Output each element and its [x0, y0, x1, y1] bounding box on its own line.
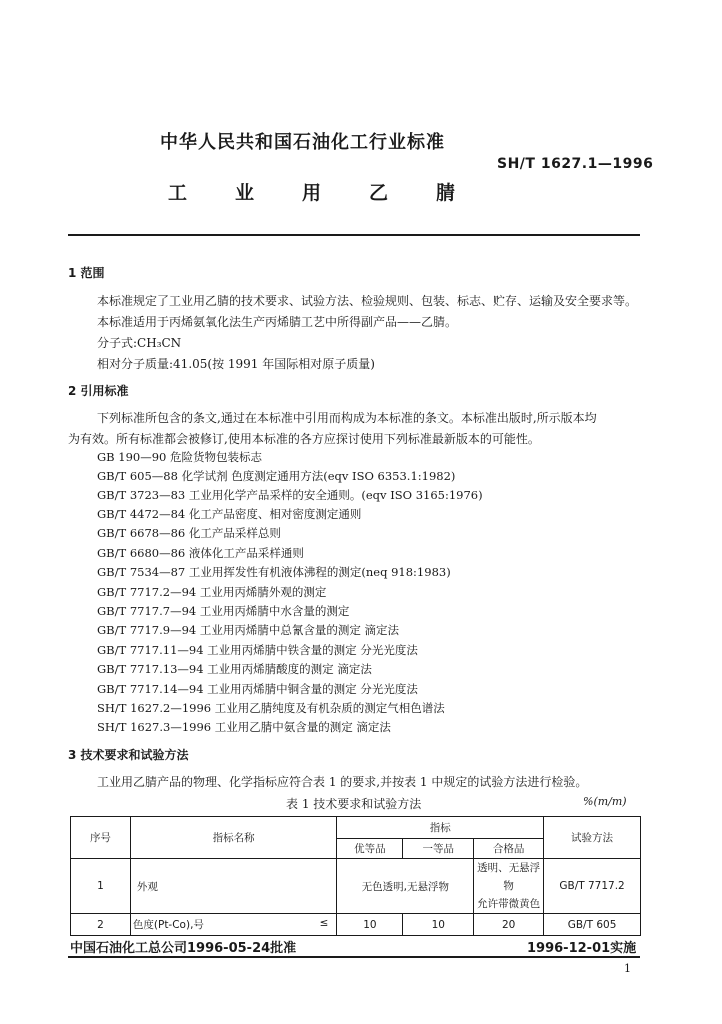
row-superior: 10	[337, 914, 403, 936]
effective-date: 1996-12-01实施	[527, 941, 637, 956]
header-superior: 优等品	[337, 839, 403, 859]
row-no: 1	[71, 859, 131, 914]
header-no: 序号	[71, 817, 131, 859]
reference-item: GB/T 605—88 化学试剂 色度测定通用方法(eqv ISO 6353.1:1982)	[97, 469, 456, 483]
paragraph: 本标准规定了工业用乙腈的技术要求、试验方法、检验规则、包装、标志、贮存、运输及安全要求等。	[97, 294, 638, 308]
section-2-heading: 2 引用标准	[68, 384, 129, 398]
row-item-label: 色度(Pt-Co),号	[132, 919, 204, 931]
reference-item: GB/T 4472—84 化工产品密度、相对密度测定通则	[97, 507, 362, 521]
table-caption: 表 1 技术要求和试验方法	[286, 797, 422, 811]
approval-line: 中国石油化工总公司1996-05-24批准	[70, 941, 297, 956]
row-qualified: 20	[474, 914, 544, 936]
row-first: 10	[403, 914, 474, 936]
table-row	[71, 859, 641, 914]
row-superior-first: 无色透明,无悬浮物	[337, 859, 474, 914]
molecular-formula: 分子式:CH₃CN	[97, 336, 182, 350]
paragraph: 为有效。所有标准都会被修订,使用本标准的各方应探讨使用下列标准最新版本的可能性。	[68, 432, 540, 446]
table-row	[71, 914, 641, 936]
document-title: 工业用乙腈	[168, 182, 504, 204]
molecular-mass: 相对分子质量:41.05(按 1991 年国际相对原子质量)	[97, 357, 375, 371]
reference-item: GB/T 6680—86 液体化工产品采样通则	[97, 546, 304, 560]
issuing-organization: 中华人民共和国石油化工行业标准	[160, 132, 445, 153]
standard-code: SH/T 1627.1—1996	[497, 156, 654, 172]
reference-item: SH/T 1627.2—1996 工业用乙腈纯度及有机杂质的测定气相色谱法	[97, 701, 445, 715]
header-spec: 指标	[337, 817, 544, 839]
table-unit: %(m/m)	[583, 795, 627, 808]
header-divider	[68, 234, 640, 236]
footer-divider	[68, 956, 640, 958]
page-number: 1	[624, 962, 631, 975]
row-qualified-line2: 允许带微黄色	[477, 898, 541, 910]
reference-item: GB/T 7717.13—94 工业用丙烯腈酸度的测定 滴定法	[97, 662, 372, 676]
reference-item: GB 190—90 危险货物包装标志	[97, 450, 263, 464]
table-header-row	[71, 817, 641, 839]
row-no: 2	[71, 914, 131, 936]
reference-item: GB/T 7717.14—94 工业用丙烯腈中铜含量的测定 分光光度法	[97, 682, 418, 696]
section-3-heading: 3 技术要求和试验方法	[68, 748, 189, 762]
header-item: 指标名称	[130, 817, 337, 859]
reference-item: GB/T 7717.7—94 工业用丙烯腈中水含量的测定	[97, 604, 350, 618]
paragraph: 下列标准所包含的条文,通过在本标准中引用而构成为本标准的条文。本标准出版时,所示版本均	[97, 411, 597, 425]
row-item: 外观	[130, 859, 337, 914]
spec-table	[70, 816, 641, 936]
section-1-heading: 1 范围	[68, 266, 105, 280]
reference-item: GB/T 6678—86 化工产品采样总则	[97, 526, 281, 540]
row-qualified	[474, 859, 544, 914]
reference-item: GB/T 7717.2—94 工业用丙烯腈外观的测定	[97, 585, 327, 599]
paragraph: 本标准适用于丙烯氨氧化法生产丙烯腈工艺中所得副产品——乙腈。	[97, 315, 458, 329]
reference-item: SH/T 1627.3—1996 工业用乙腈中氨含量的测定 滴定法	[97, 720, 391, 734]
header-first: 一等品	[403, 839, 474, 859]
reference-item: GB/T 7717.9—94 工业用丙烯腈中总氰含量的测定 滴定法	[97, 623, 400, 637]
row-qualified-line1: 透明、无悬浮物	[477, 862, 541, 892]
row-method: GB/T 605	[544, 914, 641, 936]
reference-item: GB/T 7717.11—94 工业用丙烯腈中铁含量的测定 分光光度法	[97, 643, 418, 657]
le-symbol: ≤	[319, 917, 329, 929]
reference-item: GB/T 7534—87 工业用挥发性有机液体沸程的测定(neq 918:1983)	[97, 565, 451, 579]
reference-item: GB/T 3723—83 工业用化学产品采样的安全通则。(eqv ISO 3165:1976)	[97, 488, 483, 502]
paragraph: 工业用乙腈产品的物理、化学指标应符合表 1 的要求,并按表 1 中规定的试验方法进行检验。	[97, 775, 588, 789]
header-qualified: 合格品	[474, 839, 544, 859]
row-item	[130, 914, 337, 936]
row-method: GB/T 7717.2	[544, 859, 641, 914]
header-method: 试验方法	[544, 817, 641, 859]
